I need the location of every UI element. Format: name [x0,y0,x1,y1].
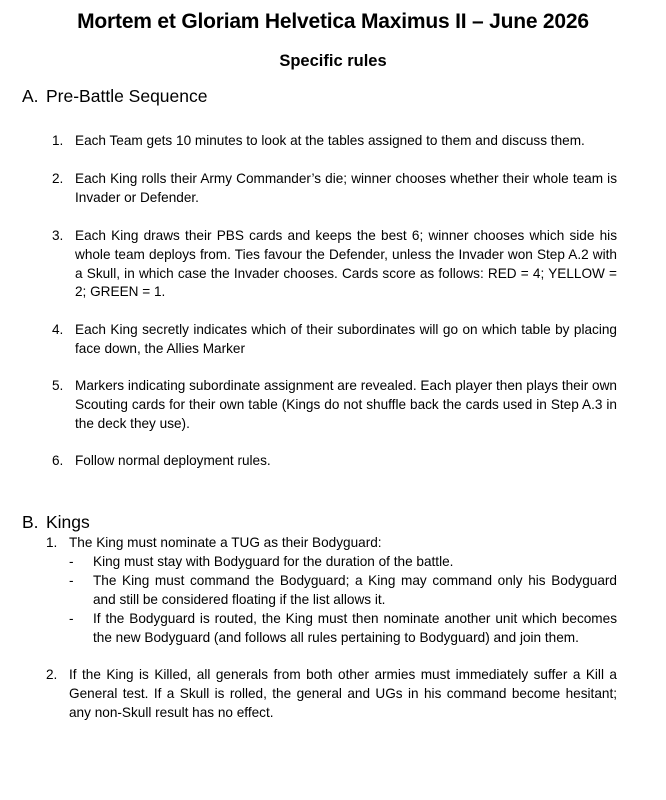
section-a-letter: A. [22,86,39,106]
item-number: 2. [46,667,58,682]
item-text: Markers indicating subordinate assignment are revealed. Each player then plays their own Scouting cards for their own table (Kings do not shuffle back the cards used in Step A.3 in the deck they use). [75,378,617,431]
page-subtitle: Specific rules [279,52,387,70]
list-item [46,666,617,722]
list-item [52,452,617,471]
page-title: Mortem et Gloriam Helvetica Maximus II – June 2026 [77,10,589,33]
sub-item-text: The King must command the Bodyguard; a King may command only his Bodyguard and still be considered floating if the list allows it. [93,573,617,607]
list-item [46,534,617,553]
section-b-letter: B. [22,512,39,532]
section-a-heading [22,86,208,107]
sub-item-text: If the Bodyguard is routed, the King must then nominate another unit which becomes the new Bodyguard (and follows all rules pertaining to Bodyguard) and join them. [93,611,617,645]
item-number: 4. [52,322,64,337]
sub-list-item [69,553,617,572]
dash-bullet: - [69,573,74,588]
section-a-title: Pre-Battle Sequence [46,86,208,106]
item-number: 6. [52,453,64,468]
item-text: If the King is Killed, all generals from both other armies must immediately suffer a Kill a General test. If a Skull is rolled, the general and UGs in his command become hesitant; any non-Skull result has no effect. [69,667,617,720]
list-item [52,321,617,359]
sub-list-item [69,610,617,648]
item-text: The King must nominate a TUG as their Bodyguard: [69,535,382,550]
sub-list-item [69,572,617,610]
item-number: 1. [46,535,58,550]
item-text: Each Team gets 10 minutes to look at the tables assigned to them and discuss them. [75,133,585,148]
list-item [52,170,617,208]
item-text: Each King draws their PBS cards and keeps the best 6; winner chooses which side his whole team deploys from. Ties favour the Defender, unless the Invader won Step A.2 with a Skull, in which case the Invader chooses. Cards score as follows: RED = 4; YELLOW = 2; GREEN = 1. [75,228,617,300]
list-item [52,377,617,433]
section-b-title: Kings [46,512,90,532]
item-text: Each King rolls their Army Commander’s die; winner chooses whether their whole team is Invader or Defender. [75,171,617,205]
item-text: Each King secretly indicates which of their subordinates will go on which table by placing face down, the Allies Marker [75,322,617,356]
dash-bullet: - [69,554,74,569]
dash-bullet: - [69,611,74,626]
list-item [52,227,617,302]
section-b-heading [22,512,90,533]
item-number: 1. [52,133,64,148]
sub-item-text: King must stay with Bodyguard for the duration of the battle. [93,554,454,569]
item-number: 5. [52,378,64,393]
item-number: 3. [52,228,64,243]
item-number: 2. [52,171,64,186]
list-item [52,132,617,151]
item-text: Follow normal deployment rules. [75,453,271,468]
